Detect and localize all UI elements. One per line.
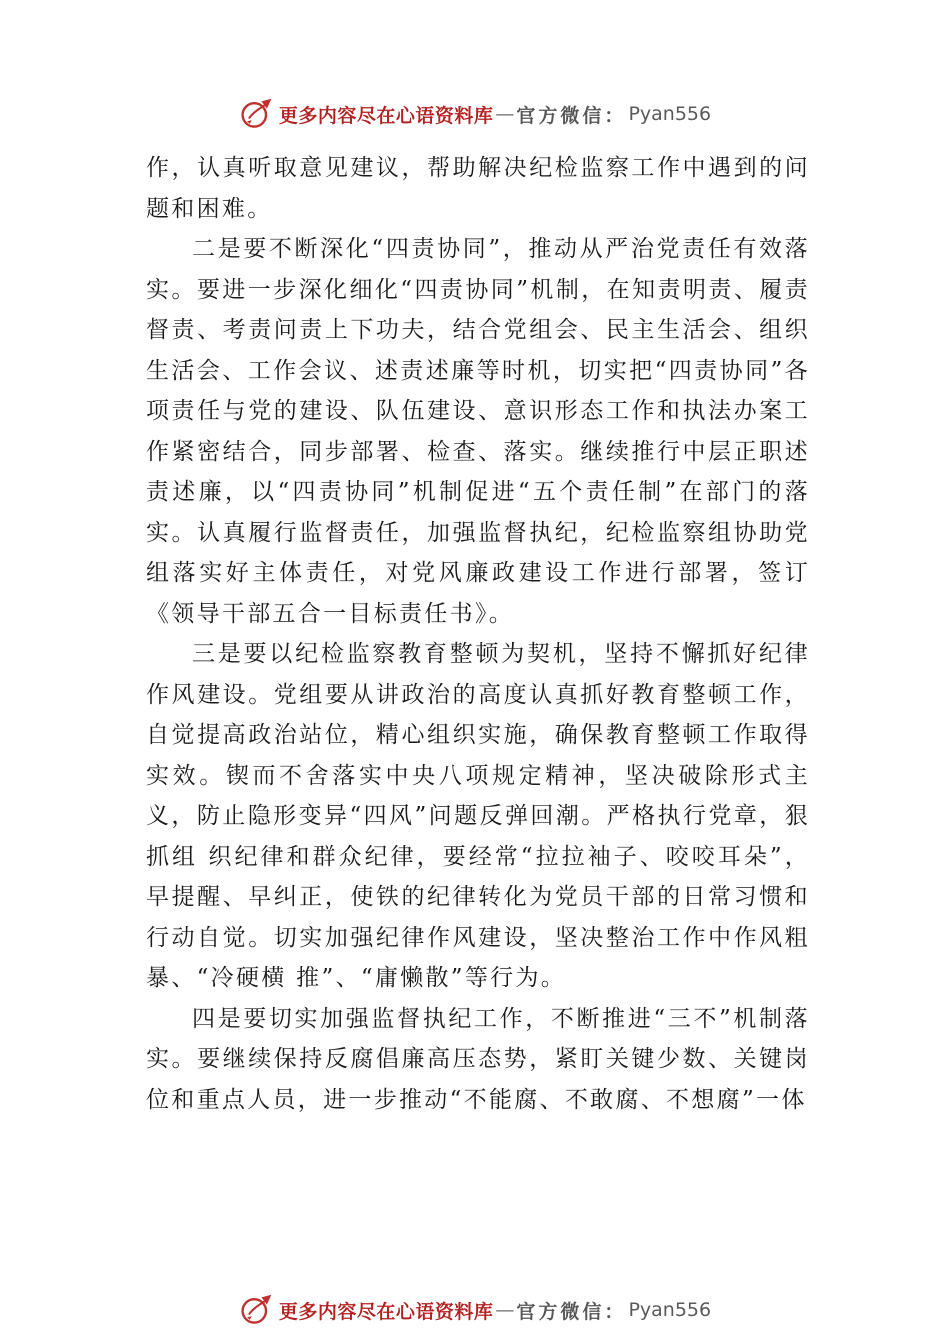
header-watermark (0, 94, 950, 134)
footer-brand: 更多内容尽在心语资料库 (278, 1300, 494, 1323)
paragraph-third: 三是要以纪检监察教育整顿为契机，坚持不懈抓好纪律作风建设。党组要从讲政治的高度认真抓好教育整顿工作，自觉提高政治站位，精心组织实施，确保教育整顿工作取得实效。锲而不舍落实中央八项规定精神，坚决破除形式主义，防止隐形变异“四风”问题反弹回潮。严格执行党章，狠抓组 织纪律和群众纪律，要经常“拉拉袖子、咬咬耳朵”，早提醒、早纠正，使铁的纪律转化为党员干部的日常习惯和行动自觉。切实加强纪律作风建设，坚决整治工作中作风粗暴、“冷硬横 推”、“庸懒散”等行为。 (146, 641, 810, 991)
paragraph-fourth: 四是要切实加强监督执纪工作，不断推进“三不”机制落实。要继续保持反腐倡廉高压态势，紧盯关键少数、关键岗位和重点人员，进一步推动“不能腐、不敢腐、不想腐”一体 (146, 1005, 810, 1113)
paragraph-continued: 作，认真听取意见建议，帮助解决纪检监察工作中遇到的问题和困难。 (146, 155, 810, 222)
header-brand: 更多内容尽在心语资料库 (278, 104, 494, 127)
footer-wechat-label: 官方微信： (516, 1300, 627, 1323)
footer-dash: — (495, 1299, 515, 1321)
footer-wechat-id: Pyan556 (628, 1299, 712, 1321)
footer-watermark (0, 1290, 950, 1330)
document-body (146, 148, 810, 1120)
pen-logo-icon (239, 1292, 275, 1328)
pen-logo-icon (239, 96, 275, 132)
header-dash: — (495, 103, 515, 125)
paragraph-second: 二是要不断深化“四责协同”，推动从严治党责任有效落实。要进一步深化细化“四责协同”机制，在知责明责、履责督责、考责问责上下功夫，结合党组会、民主生活会、组织生活会、工作会议、述责述廉等时机，切实把“四责协同”各项责任与党的建设、队伍建设、意识形态工作和执法办案工作紧密结合，同步部署、检查、落实。继续推行中层正职述责述廉，以“四责协同”机制促进“五个责任制”在部门的落实。认真履行监督责任，加强监督执纪，纪检监察组协助党组落实好主体责任，对党风廉政建设工作进行部署，签订《领导干部五合一目标责任书》。 (146, 236, 810, 627)
header-wechat-label: 官方微信： (516, 104, 627, 127)
header-wechat-id: Pyan556 (628, 103, 712, 125)
